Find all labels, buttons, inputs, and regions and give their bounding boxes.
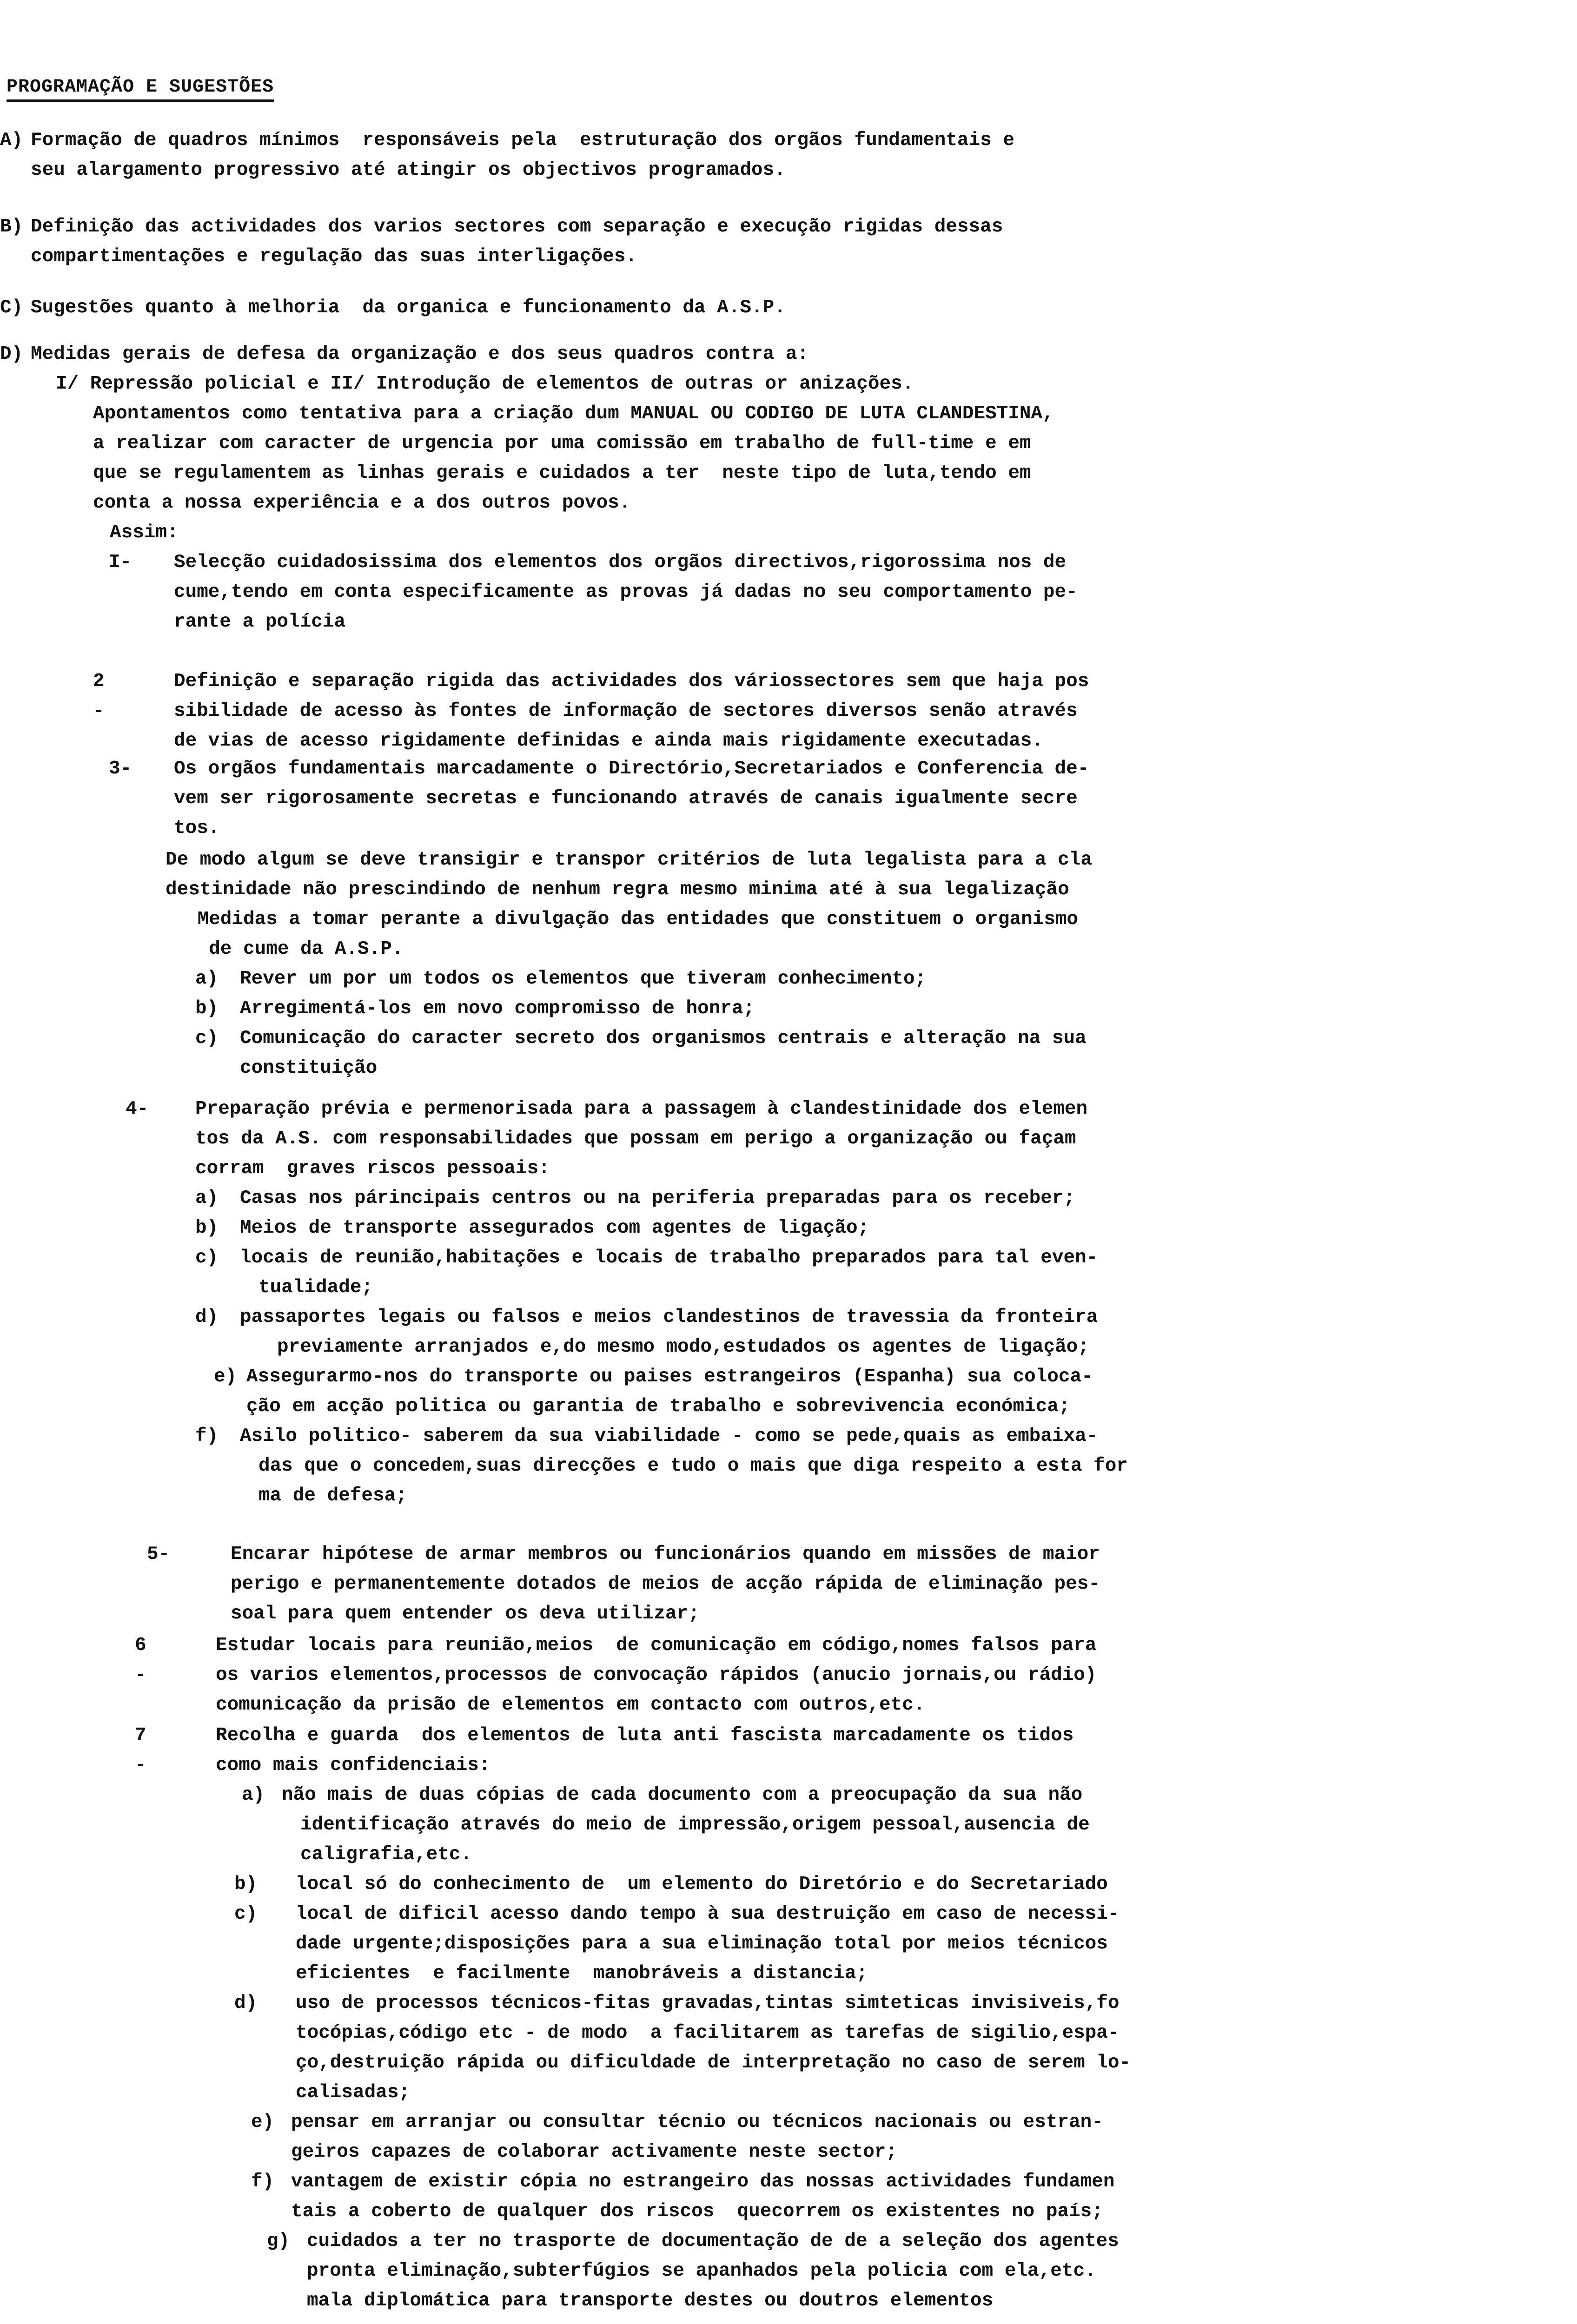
text-line: rante a polícia	[174, 611, 346, 633]
text-line: uso de processos técnicos-fitas gravadas,tintas simteticas invisiveis,fo	[296, 1993, 1120, 2014]
text-line: ço,destruição rápida ou dificuldade de interpretação no caso de serem lo-	[296, 2052, 1131, 2073]
sub-marker: f)	[251, 2171, 274, 2192]
text-line: de vias de acesso rigidamente definidas e ainda mais rigidamente executadas.	[174, 730, 1043, 752]
text-line: conta a nossa experiência e a dos outros povos.	[93, 492, 631, 514]
text-line: locais de reunião,habitações e locais de trabalho preparados para tal even-	[240, 1247, 1098, 1268]
item-marker: 2 -	[93, 671, 105, 722]
text-line: das que o concedem,suas direcções e tudo o mais que diga respeito a esta for	[258, 1455, 1128, 1477]
sub-marker: b)	[195, 998, 219, 1019]
text-line: Definição das actividades dos varios sectores com separação e execução rigidas dessas	[31, 216, 1003, 238]
text-line: Formação de quadros mínimos responsáveis pela estruturação dos orgãos fundamentais e	[31, 130, 1014, 151]
text-line: local só do conhecimento de um elemento do Diretório e do Secretariado	[296, 1874, 1108, 1895]
text-line: Medidas gerais de defesa da organização e dos seus quadros contra a:	[31, 343, 809, 365]
section-marker: A)	[0, 130, 23, 151]
text-line: soal para quem entender os deva utilizar;	[231, 1603, 700, 1624]
sub-marker: g)	[267, 2231, 290, 2252]
sub-marker: c)	[195, 1247, 219, 1268]
page-title: PROGRAMAÇÃO E SUGESTÕES	[7, 75, 274, 102]
text-line: vantagem de existir cópia no estrangeiro das nossas actividades fundamen	[291, 2171, 1115, 2192]
text-line: Meios de transporte assegurados com agentes de ligação;	[240, 1217, 869, 1239]
text-line: corram graves riscos pessoais:	[195, 1158, 550, 1179]
sub-marker: e)	[251, 2112, 274, 2133]
text-line: Medidas a tomar perante a divulgação das entidades que constituem o organismo	[186, 909, 1079, 930]
text-line: de cume da A.S.P.	[186, 938, 404, 960]
text-line: a realizar com caracter de urgencia por uma comissão em trabalho de full-time e em	[93, 433, 1031, 454]
text-line: Recolha e guarda dos elementos de luta anti fascista marcadamente os tidos	[216, 1725, 1074, 1746]
text-line: tos da A.S. com responsabilidades que possam em perigo a organização ou façam	[195, 1128, 1076, 1149]
sub-marker: d)	[234, 1993, 258, 2014]
text-line: os varios elementos,processos de convocação rápidos (anucio jornais,ou rádio)	[216, 1664, 1097, 1686]
text-line: calisadas;	[296, 2082, 411, 2103]
text-line: Assim:	[110, 522, 179, 543]
text-line: pronta eliminação,subterfúgios se apanhados pela policia com ela,etc.	[307, 2260, 1096, 2282]
text-line: ção em acção politica ou garantia de trabalho e sobrevivencia económica;	[246, 1396, 1070, 1417]
sub-marker: b)	[195, 1217, 219, 1239]
text-line: Asilo politico- saberem da sua viabilidade - como se pede,quais as embaixa-	[240, 1426, 1098, 1447]
text-line: Casas nos párincipais centros ou na periferia preparadas para os receber;	[240, 1188, 1075, 1209]
text-line: I/ Repressão policial e II/ Introdução de elementos de outras or anizações.	[56, 373, 914, 395]
text-line: destinidade não prescindindo de nenhum regra mesmo minima até à sua legalização	[166, 879, 1069, 900]
text-line: ma de defesa;	[258, 1485, 407, 1506]
text-line: Assegurarmo-nos do transporte ou paises estrangeiros (Espanha) sua coloca-	[246, 1366, 1093, 1387]
item-marker: 5-	[147, 1544, 170, 1565]
section-marker: C)	[0, 297, 23, 318]
text-line: Preparação prévia e permenorisada para a passagem à clandestinidade dos elemen	[195, 1098, 1088, 1120]
text-line: Encarar hipótese de armar membros ou funcionários quando em missões de maior	[231, 1544, 1100, 1565]
text-line: vem ser rigorosamente secretas e funcionando através de canais igualmente secre	[174, 788, 1078, 809]
section-marker: B)	[0, 216, 23, 238]
text-line: constituição	[240, 1057, 378, 1079]
text-line: identificação através do meio de impressão,origem pessoal,ausencia de	[300, 1814, 1090, 1835]
sub-marker: d)	[195, 1307, 219, 1328]
sub-marker: f)	[195, 1426, 219, 1447]
text-line: perigo e permanentemente dotados de meios de acção rápida de eliminação pes-	[231, 1573, 1100, 1595]
text-line: tualidade;	[258, 1277, 373, 1298]
text-line: dade urgente;disposições para a sua eliminação total por meios técnicos	[296, 1933, 1108, 1954]
text-line: cuidados a ter no trasporte de documentação de de a seleção dos agentes	[307, 2231, 1119, 2252]
sub-marker: c)	[195, 1028, 219, 1049]
text-line: previamente arranjados e,do mesmo modo,estudados os agentes de ligação;	[277, 1336, 1089, 1358]
sub-marker: a)	[242, 1784, 265, 1806]
text-line: seu alargamento progressivo até atingir os objectivos programados.	[31, 159, 786, 181]
sub-marker: b)	[234, 1874, 258, 1895]
text-line: De modo algum se deve transigir e transpor critérios de luta legalista para a cla	[166, 849, 1092, 871]
text-line: eficientes e facilmente manobráveis a distancia;	[296, 1963, 868, 1984]
text-line: geiros capazes de colaborar activamente neste sector;	[291, 2141, 898, 2163]
text-line: Arregimentá-los em novo compromisso de honra;	[240, 998, 755, 1019]
item-marker: 4-	[126, 1098, 149, 1120]
text-line: Comunicação do caracter secreto dos organismos centrais e alteração na sua	[240, 1028, 1087, 1049]
item-marker: 6 -	[135, 1635, 146, 1686]
text-line: mala diplomática para transporte destes ou doutros elementos	[307, 2290, 994, 2311]
text-line: como mais confidenciais:	[216, 1755, 490, 1776]
sub-marker: e)	[214, 1366, 237, 1387]
text-line: tos.	[174, 818, 220, 839]
item-marker: I-	[109, 552, 132, 573]
intro-paragraph	[93, 399, 1054, 548]
text-line: tais a coberto de qualquer dos riscos quecorrem os existentes no país;	[291, 2201, 1103, 2222]
text-line: não mais de duas cópias de cada documento com a preocupação da sua não	[282, 1784, 1083, 1806]
text-line: que se regulamentem as linhas gerais e cuidados a ter neste tipo de luta,tendo em	[93, 462, 1031, 484]
item-marker: 3-	[109, 758, 132, 779]
text-line: Estudar locais para reunião,meios de comunicação em código,nomes falsos para	[216, 1635, 1097, 1656]
text-line: compartimentações e regulação das suas interligações.	[31, 246, 637, 267]
text-line: local de dificil acesso dando tempo à sua destruição em caso de necessi-	[296, 1903, 1120, 1925]
item-marker: 7 -	[135, 1725, 146, 1776]
sub-marker: a)	[195, 968, 219, 990]
text-line: pensar em arranjar ou consultar técnio ou técnicos nacionais ou estran-	[291, 2112, 1103, 2133]
text-line: Sugestões quanto à melhoria da organica e funcionamento da A.S.P.	[31, 297, 786, 318]
text-line: Apontamentos como tentativa para a criação dum MANUAL OU CODIGO DE LUTA CLANDESTINA,	[93, 403, 1054, 424]
text-line: tocópias,código etc - de modo a facilitarem as tarefas de sigilio,espa-	[296, 2022, 1120, 2044]
text-line: passaportes legais ou falsos e meios clandestinos de travessia da fronteira	[240, 1307, 1098, 1328]
text-line: cume,tendo em conta especificamente as provas já dadas no seu comportamento pe-	[174, 581, 1078, 603]
text-line: Rever um por um todos os elementos que tiveram conhecimento;	[240, 968, 927, 990]
text-line: Selecção cuidadosissima dos elementos dos orgãos directivos,rigorossima nos de	[174, 552, 1067, 573]
sub-marker: a)	[195, 1188, 219, 1209]
item-3-paragraph	[166, 845, 1092, 964]
text-line: sibilidade de acesso às fontes de informação de sectores diversos senão através	[174, 700, 1078, 722]
text-line: Definição e separação rigida das actividades dos váriossectores sem que haja pos	[174, 671, 1089, 692]
sub-marker: c)	[234, 1903, 258, 1925]
text-line: Os orgãos fundamentais marcadamente o Directório,Secretariados e Conferencia de-	[174, 758, 1089, 779]
section-marker: D)	[0, 343, 23, 365]
text-line: comunicação da prisão de elementos em contacto com outros,etc.	[216, 1694, 925, 1716]
text-line: caligrafia,etc.	[300, 1844, 472, 1865]
